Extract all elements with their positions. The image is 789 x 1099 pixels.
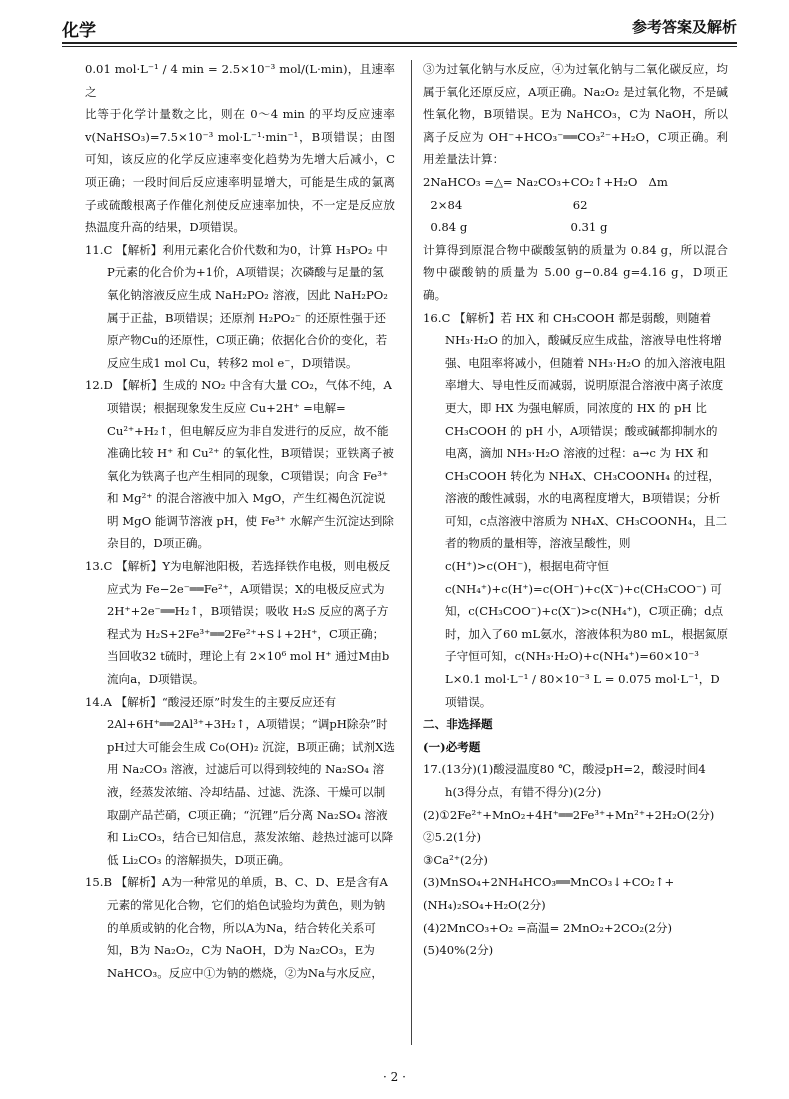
left-paragraph: 比等于化学计量数之比，则在 0～4 min 的平均反应速率 v(NaHSO₃)=7.5×10⁻³ mol·L⁻¹·min⁻¹，B项错误；由图可知，该反应的化学反应速率变化趋势为先增大后减小，C项正确；一段时间后反应速率明显增大，可能是生成的氯离子或硫酸根离子作催化剂使反应速率加快，不一定是反应放热温度升高的结果，D项错误。 <box>85 107 395 235</box>
right-column <box>423 58 728 962</box>
right-paragraph: ②5.2(1分) <box>423 830 482 845</box>
left-paragraph: 14.A 【解析】“酸浸还原”时发生的主要反应还有 2Al+6H⁺══2Al³⁺+3H₂↑，A项错误；“调pH除杂”时pH过大可能会生成 Co(OH)₂ 沉淀，B项正确；试剂X选用 Na₂CO₃ 溶液，过滤后可以得到较纯的 Na₂SO₄ 溶液，经蒸发浓缩、冷却结晶、过滤、洗涤、干燥可以制取副产品芒硝，C项正确；“沉锂”后分离 Na₂SO₄ 溶液和 Li₂CO₃，结合已知信息，蒸发浓缩、趁热过滤可以降低 Li₂CO₃ 的溶解损失，D项正确。 <box>85 694 395 867</box>
left-paragraph: 11.C 【解析】利用元素化合价代数和为0，计算 H₃PO₂ 中P元素的化合价为+1价，A项错误；次磷酸与足量的氢氧化钠溶液反应生成 NaH₂PO₂ 溶液，因此 NaH₂PO₂ 属于正盐，B项错误；还原剂 H₂PO₂⁻ 的还原性强于还原产物Cu的还原性，C项正确；依据化合价的变化，若反应生成1 mol Cu，转移2 mol e⁻，D项错误。 <box>85 242 388 370</box>
right-paragraph: ③为过氧化钠与水反应，④为过氧化钠与二氧化碳反应，均属于氧化还原反应，A项正确。Na₂O₂ 是过氧化物，不是碱性氧化物，B项错误。E为 NaHCO₃，C为 NaOH，所以离子反应为 OH⁻+HCO₃⁻══CO₃²⁻+H₂O，C项正确。利用差量法计算： <box>423 62 728 167</box>
header-rule-thin <box>62 46 737 47</box>
right-paragraph: 计算得到原混合物中碳酸氢钠的质量为 0.84 g，所以混合物中碳酸钠的质量为 5.00 g−0.84 g=4.16 g，D项正确。 <box>423 242 728 302</box>
right-paragraph: (3)MnSO₄+2NH₄HCO₃══MnCO₃↓+CO₂↑+(NH₄)₂SO₄+H₂O(2分) <box>423 875 675 912</box>
column-divider <box>411 60 412 1045</box>
right-paragraph: (5)40%(2分) <box>423 943 494 958</box>
right-paragraph: (4)2MnCO₃+O₂ =高温= 2MnO₂+2CO₂(2分) <box>423 920 673 935</box>
left-column <box>85 58 395 984</box>
right-paragraph: ③Ca²⁺(2分) <box>423 852 488 867</box>
right-paragraph: 16.C 【解析】若 HX 和 CH₃COOH 都是弱酸，则随着 NH₃·H₂O 的加入，酸碱反应生成盐，溶液导电性将增强、电阻率将减小，但随着 NH₃·H₂O 的加入溶液电阻率增大、导电性反而减弱，说明原混合溶液中离子浓度更大，即 HX 为强电解质，同浓度的 HX 的 pH 比 CH₃COOH 的 pH 小，A项错误；酸或碱都抑制水的电离，滴加 NH₃·H₂O 溶液的过程：a→c 为 HX 和 CH₃COOH 转化为 NH₄X、CH₃COONH₄ 的过程，溶液的酸性减弱，水的电离程度增大，B项错误；分析可知，c点溶液中溶质为 NH₄X、CH₃COONH₄，且二者的物质的量相等，溶液呈酸性，则 c(H⁺)>c(OH⁻)，根据电荷守恒 c(NH₄⁺)+c(H⁺)=c(OH⁻)+c(X⁻)+c(CH₃COO⁻) 可知，c(CH₃COO⁻)+c(X⁻)>c(NH₄⁺)，C项正确；d点时，加入了60 mL氨水，溶液体积为80 mL，根据氮原子守恒可知，c(NH₃·H₂O)+c(NH₄⁺)=60×10⁻³ L×0.1 mol·L⁻¹ / 80×10⁻³ L = 0.075 mol·L⁻¹，D项错误。 <box>423 310 728 709</box>
right-paragraph: 0.84 g 0.31 g <box>423 220 608 235</box>
page-number: · 2 · <box>383 1070 406 1084</box>
right-paragraph: 二、非选择题 <box>423 717 493 732</box>
left-paragraph: 12.D 【解析】生成的 NO₂ 中含有大量 CO₂，气体不纯，A项错误；根据现象发生反应 Cu+2H⁺ =电解= Cu²⁺+H₂↑，但电解反应为非自发进行的反应，故不能准确比较 H⁺ 和 Cu²⁺ 的氧化性，B项错误；亚铁离子被氧化为铁离子也产生相同的现象，C项错误；向含 Fe³⁺ 和 Mg²⁺ 的混合溶液中加入 MgO，产生红褐色沉淀说明 MgO 能调节溶液 pH，使 Fe³⁺ 水解产生沉淀达到除杂目的，D项正确。 <box>85 378 394 551</box>
right-paragraph: 17.(13分)(1)酸浸温度80 ℃，酸浸pH=2，酸浸时间4 h(3得分点，有错不得分)(2分) <box>423 762 706 799</box>
header-title: 参考答案及解析 <box>631 18 737 36</box>
right-paragraph: 2NaHCO₃ =△= Na₂CO₃+CO₂↑+H₂O Δm <box>423 174 668 189</box>
left-paragraph: 13.C 【解析】Y为电解池阳极，若选择铁作电极，则电极反应式为 Fe−2e⁻══Fe²⁺，A项错误；X的电极反应式为 2H⁺+2e⁻══H₂↑，B项错误；吸收 H₂S 反应的离子方程式为 H₂S+2Fe³⁺══2Fe²⁺+S↓+2H⁺，C项正确；当回收32 t硫时，理论上有 2×10⁶ mol H⁺ 通过M由b流向a，D项错误。 <box>85 559 391 687</box>
left-paragraph: 15.B 【解析】A为一种常见的单质，B、C、D、E是含有A元素的常见化合物，它们的焰色试验均为黄色，则为钠的单质或钠的化合物，所以A为Na，结合转化关系可知，B为 Na₂O₂，C为 NaOH，D为 Na₂CO₃，E为 NaHCO₃。反应中①为钠的燃烧，②为Na与水反应， <box>85 875 388 980</box>
header-rule <box>62 42 737 44</box>
right-paragraph: 2×84 62 <box>423 197 588 212</box>
right-paragraph: (2)①2Fe²⁺+MnO₂+4H⁺══2Fe³⁺+Mn²⁺+2H₂O(2分) <box>423 807 715 822</box>
subject-label: 化学 <box>62 21 96 41</box>
page-header <box>62 14 737 44</box>
left-paragraph: 0.01 mol·L⁻¹ / 4 min = 2.5×10⁻³ mol/(L·min)，且速率之 <box>85 62 395 99</box>
right-paragraph: (一)必考题 <box>423 739 481 754</box>
